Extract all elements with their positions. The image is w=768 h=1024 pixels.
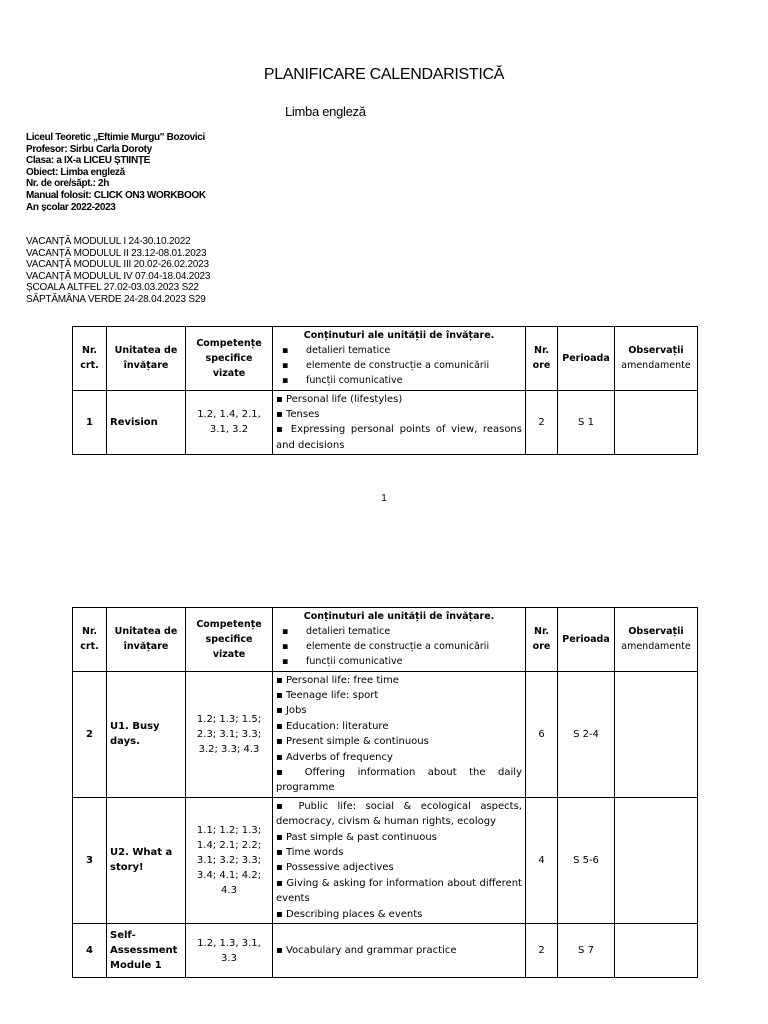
content-item: ▪ Present simple & continuous [276, 734, 522, 749]
content-item: ▪ Time words [276, 845, 522, 860]
header-content-item: ▪ funcții comunicative [276, 373, 522, 388]
row-period: S 7 [558, 924, 615, 978]
info-line: Nr. de ore/săpt.: 2h [26, 178, 110, 190]
info-line: Clasa: a IX-a LICEU ȘTIINȚE [26, 155, 150, 167]
vacation-list [26, 236, 210, 306]
row-hours: 2 [526, 390, 558, 455]
table-row [73, 390, 698, 455]
table-row [73, 671, 698, 797]
vacation-line: SĂPTĂMÂNA VERDE 24-28.04.2023 S29 [26, 293, 206, 305]
header-period: Perioada [558, 608, 615, 672]
planning-table-2 [72, 607, 698, 978]
header-content-item: ▪ elemente de construcție a comunicării [276, 358, 522, 373]
content-item: ▪ Offering information about the daily programme [276, 765, 522, 796]
page-title: PLANIFICARE CALENDARISTICĂ [263, 66, 505, 83]
row-competences: 1.1; 1.2; 1.3; 1.4; 2.1; 2.2; 3.1; 3.2; 3.3; 3.4; 4.1; 4.2; 4.3 [186, 797, 273, 923]
content-item: ▪ Tenses [276, 407, 522, 422]
row-competences: 1.2, 1.3, 3.1, 3.3 [186, 924, 273, 978]
content-item: ▪ Describing places & events [276, 907, 522, 922]
content-item: ▪ Giving & asking for information about different events [276, 876, 522, 907]
header-competences: Competențe specifice vizate [186, 327, 273, 391]
content-item: ▪ Personal life (lifestyles) [276, 392, 522, 407]
header-unit: Unitatea de învățare [107, 327, 186, 391]
header-obs-sub: amendamente [621, 360, 691, 372]
info-line: Liceul Teoretic „Eftimie Murgu" Bozovici [26, 132, 205, 143]
header-obs-title: Observații [628, 345, 684, 357]
row-unit: Self-Assessment Module 1 [107, 924, 186, 978]
content-item: ▪ Possessive adjectives [276, 860, 522, 875]
table-row [73, 797, 698, 923]
page-number: 1 [381, 493, 387, 504]
row-nr: 1 [73, 390, 107, 455]
row-content [273, 797, 526, 923]
header-obs-sub: amendamente [621, 641, 691, 653]
header-hours: Nr. ore [526, 327, 558, 391]
content-item: ▪ Teenage life: sport [276, 688, 522, 703]
vacation-line: VACANȚĂ MODULUL IV 07.04-18.04.2023 [26, 270, 211, 282]
vacation-line: VACANȚĂ MODULUL II 23.12-08.01.2023 [26, 247, 207, 259]
header-content [273, 327, 526, 391]
table-row [73, 924, 698, 978]
header-content-item: ▪ detalieri tematice [276, 624, 522, 639]
row-unit: U1. Busy days. [107, 671, 186, 797]
row-period: S 1 [558, 390, 615, 455]
vacation-line: VACANȚĂ MODULUL I 24-30.10.2022 [26, 236, 191, 247]
info-line: Manual folosit: CLICK ON3 WORKBOOK [26, 189, 206, 201]
row-hours: 2 [526, 924, 558, 978]
header-nr: Nr. crt. [73, 608, 107, 672]
header-nr: Nr. crt. [73, 327, 107, 391]
page-subtitle: Limba engleză [285, 104, 366, 119]
header-period: Perioada [558, 327, 615, 391]
row-period: S 5-6 [558, 797, 615, 923]
row-nr: 2 [73, 671, 107, 797]
header-unit: Unitatea de învățare [107, 608, 186, 672]
info-line: Obiect: Limba engleză [26, 166, 125, 178]
content-item: ▪ Jobs [276, 703, 522, 718]
row-competences: 1.2, 1.4, 2.1, 3.1, 3.2 [186, 390, 273, 455]
header-content-title: Conținuturi ale unității de învățare. [303, 330, 495, 341]
row-content [273, 390, 526, 455]
header-content-item: ▪ detalieri tematice [276, 343, 522, 358]
header-content [273, 608, 526, 672]
header-content-title: Conținuturi ale unității de învățare. [303, 611, 495, 622]
info-line: Profesor: Sirbu Carla Doroty [26, 143, 152, 155]
header-obs-title: Observații [628, 626, 684, 638]
content-item: ▪ Expressing personal points of view, reasons and decisions [276, 422, 522, 453]
header-observations [615, 608, 698, 672]
row-period: S 2-4 [558, 671, 615, 797]
content-item: ▪ Personal life: free time [276, 673, 522, 688]
row-observations [615, 924, 698, 978]
row-observations [615, 797, 698, 923]
school-info [26, 132, 206, 213]
header-observations [615, 327, 698, 391]
row-unit: U2. What a story! [107, 797, 186, 923]
content-item: ▪ Vocabulary and grammar practice [276, 943, 522, 958]
row-unit: Revision [107, 390, 186, 455]
content-item: ▪ Past simple & past continuous [276, 830, 522, 845]
row-competences: 1.2; 1.3; 1.5; 2.3; 3.1; 3.3; 3.2; 3.3; 4.3 [186, 671, 273, 797]
content-item: ▪ Public life: social & ecological aspects, democracy, civism & human rights, ecology [276, 799, 522, 830]
vacation-line: VACANȚĂ MODULUL III 20.02-26.02.2023 [26, 259, 209, 271]
info-line: An școlar 2022-2023 [26, 201, 116, 213]
content-item: ▪ Education: literature [276, 719, 522, 734]
header-hours: Nr. ore [526, 608, 558, 672]
content-item: ▪ Adverbs of frequency [276, 750, 522, 765]
row-nr: 4 [73, 924, 107, 978]
row-nr: 3 [73, 797, 107, 923]
header-content-item: ▪ elemente de construcție a comunicării [276, 639, 522, 654]
row-hours: 4 [526, 797, 558, 923]
header-content-item: ▪ funcții comunicative [276, 654, 522, 669]
row-observations [615, 671, 698, 797]
row-hours: 6 [526, 671, 558, 797]
row-observations [615, 390, 698, 455]
row-content [273, 671, 526, 797]
header-competences: Competențe specifice vizate [186, 608, 273, 672]
vacation-line: ȘCOALA ALTFEL 27.02-03.03.2023 S22 [26, 282, 199, 294]
row-content [273, 924, 526, 978]
planning-table-1 [72, 326, 698, 455]
table-header-row [73, 327, 698, 391]
table-header-row [73, 608, 698, 672]
